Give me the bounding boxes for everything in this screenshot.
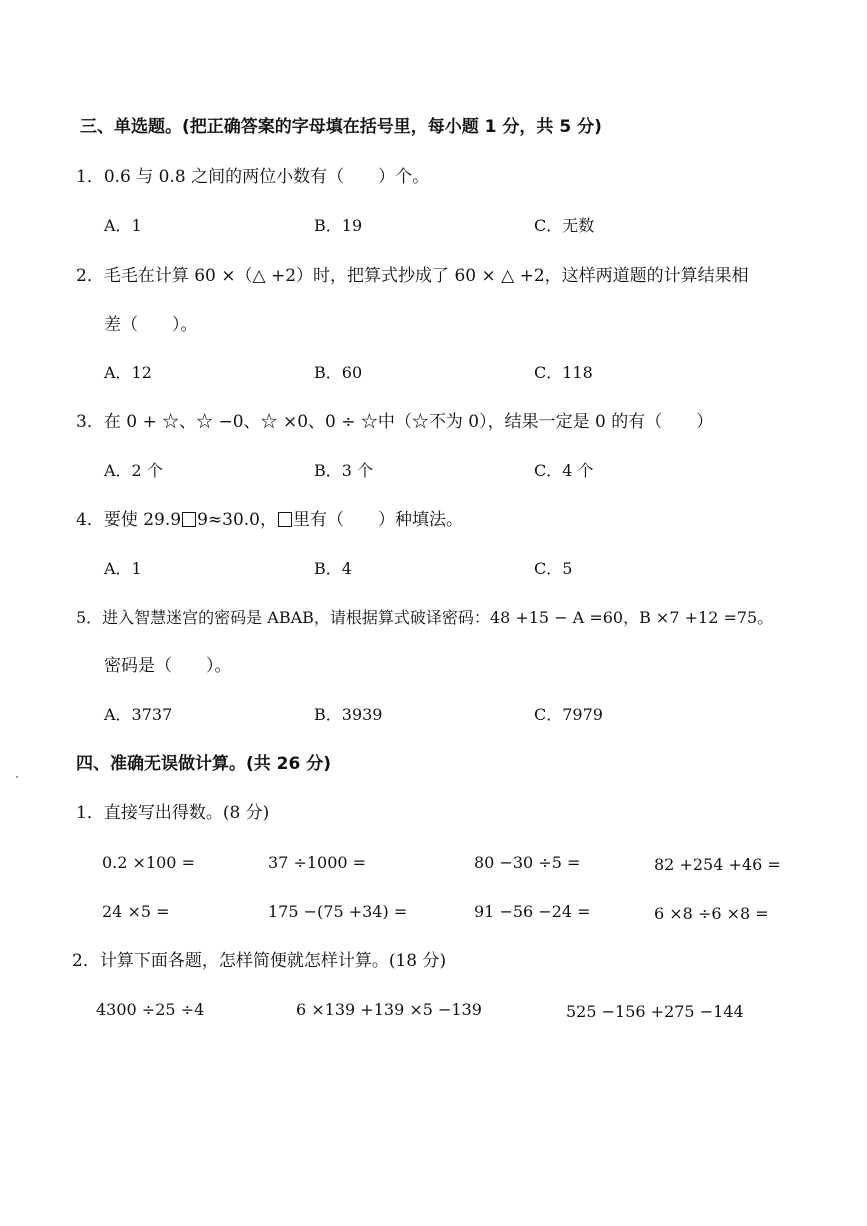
part2-title: 2．计算下面各题，怎样简便就怎样计算。(18 分): [72, 951, 447, 971]
q3-option-c: C．4 个: [534, 461, 594, 480]
q5-text-line2: 密码是（ ）。: [104, 656, 232, 676]
q5-option-a: A．3737: [104, 705, 173, 724]
q4-text-pre: 4．要使 29.9: [76, 510, 182, 530]
q4-text: [76, 509, 463, 531]
calc-item: 6 ×8 ÷6 ×8 =: [654, 904, 769, 923]
section-4-title: 四、准确无误做计算。(共 26 分): [76, 754, 332, 774]
calc-item: 24 ×5 =: [102, 902, 170, 921]
q3-text: 3．在 0 + ☆、☆ −0、☆ ×0、0 ÷ ☆中（☆不为 0），结果一定是 0 的有（ ）: [76, 412, 714, 432]
q5-text-line1: 5．进入智慧迷宫的密码是 ABAB，请根据算式破译密码：48 +15 − A =60，B ×7 +12 =75。: [76, 608, 774, 627]
q1-option-b: B．19: [314, 216, 363, 235]
q4-option-a: A．1: [104, 559, 142, 578]
scan-speck: [16, 776, 18, 778]
q5-option-b: B．3939: [314, 705, 383, 724]
q5-option-c: C．7979: [534, 705, 603, 724]
blank-square-icon: [182, 512, 196, 527]
simplify-item: 4300 ÷25 ÷4: [96, 1000, 205, 1019]
section-3-title: 三、单选题。(把正确答案的字母填在括号里，每小题 1 分，共 5 分): [80, 117, 602, 137]
simplify-item: 6 ×139 +139 ×5 −139: [296, 1000, 482, 1019]
q1-option-a: A．1: [104, 216, 142, 235]
q3-option-b: B．3 个: [314, 461, 374, 480]
part1-title: 1．直接写出得数。(8 分): [76, 803, 270, 823]
q2-option-b: B．60: [314, 363, 363, 382]
q2-option-a: A．12: [104, 363, 152, 382]
calc-item: 37 ÷1000 =: [268, 853, 367, 872]
simplify-item: 525 −156 +275 −144: [566, 1002, 744, 1021]
q2-option-c: C．118: [534, 363, 593, 382]
calc-item: 80 −30 ÷5 =: [474, 853, 581, 872]
q4-text-mid: 9≈30.0，: [197, 510, 277, 530]
q4-text-post: 里有（ ）种填法。: [293, 510, 463, 530]
blank-square-icon: [278, 512, 292, 527]
calc-item: 175 −(75 +34) =: [268, 902, 408, 921]
q2-text-line2: 差（ ）。: [104, 315, 198, 335]
q2-text-line1: 2．毛毛在计算 60 ×（△ +2）时，把算式抄成了 60 × △ +2，这样两道题的计算结果相: [76, 266, 749, 286]
q4-option-c: C．5: [534, 559, 573, 578]
q1-text: 1．0.6 与 0.8 之间的两位小数有（ ）个。: [76, 167, 430, 187]
q1-option-c: C．无数: [534, 216, 595, 235]
calc-item: 82 +254 +46 =: [654, 855, 781, 874]
q3-option-a: A．2 个: [104, 461, 163, 480]
calc-item: 0.2 ×100 =: [102, 853, 195, 872]
calc-item: 91 −56 −24 =: [474, 902, 591, 921]
q4-option-b: B．4: [314, 559, 352, 578]
